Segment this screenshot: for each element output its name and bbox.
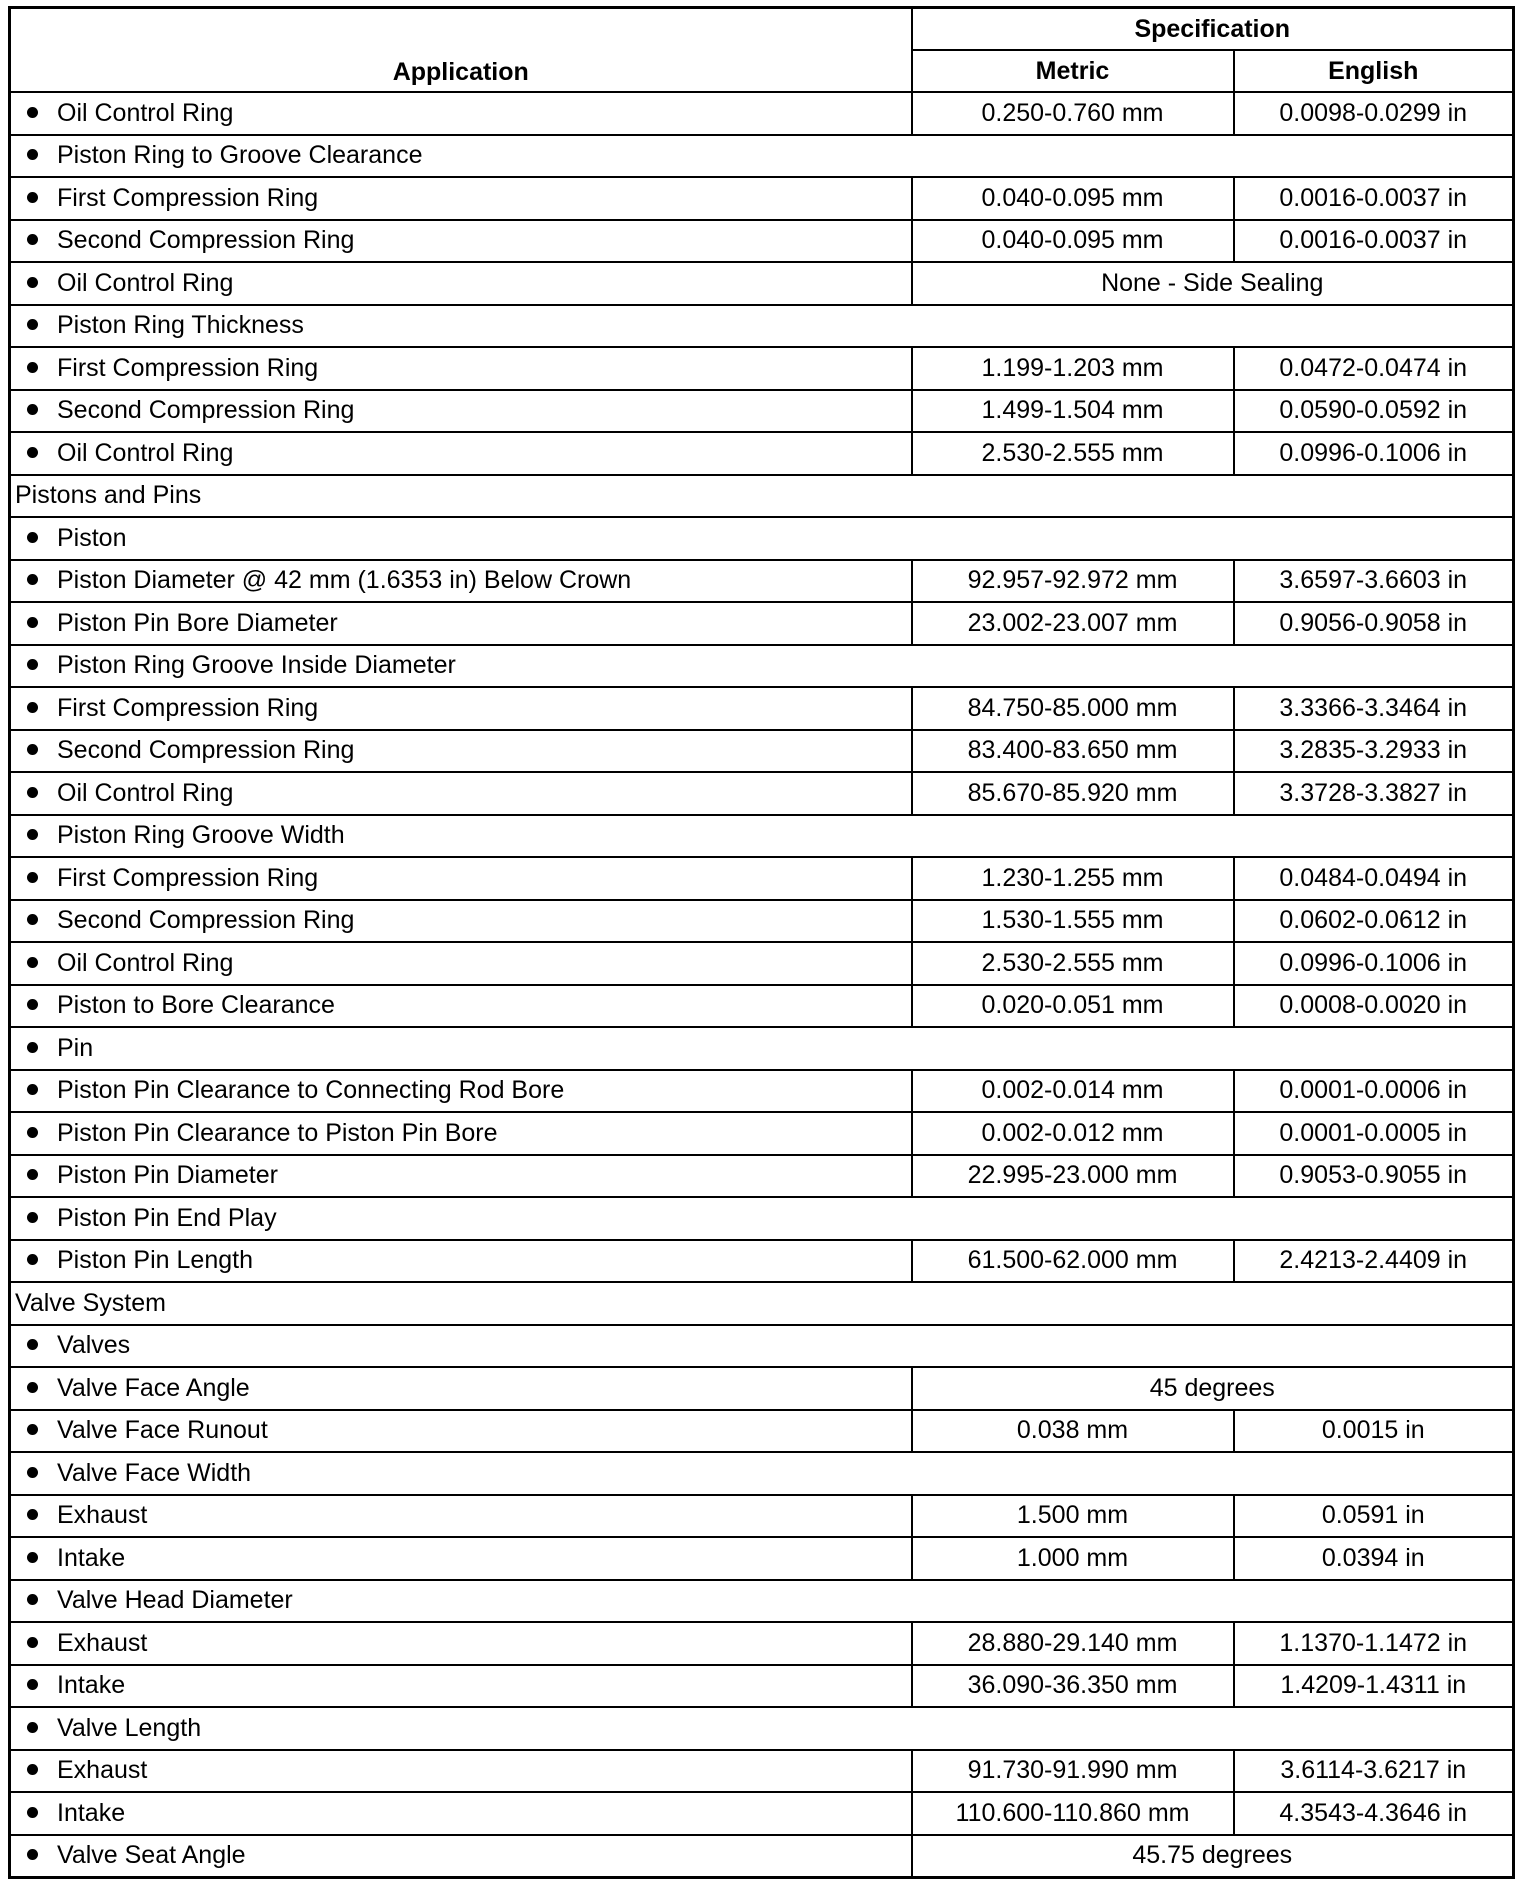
item-label: Valve Length — [57, 1713, 202, 1742]
english-value-cell: 0.0008-0.0020 in — [1234, 985, 1514, 1028]
metric-value-cell: 1.230-1.255 mm — [912, 857, 1234, 900]
table-row — [10, 645, 1514, 688]
section-label: Valve System — [15, 1288, 166, 1317]
item-label: Oil Control Ring — [57, 268, 234, 297]
table-row — [10, 687, 1514, 730]
item-label: Piston Ring Thickness — [57, 311, 304, 340]
table-row — [10, 772, 1514, 815]
bullet-icon — [27, 447, 38, 458]
metric-value-cell: 1.199-1.203 mm — [912, 347, 1234, 390]
item-label: Oil Control Ring — [57, 778, 234, 807]
metric-value-cell: 92.957-92.972 mm — [912, 560, 1234, 603]
item-label: Piston Pin Clearance to Piston Pin Bore — [57, 1118, 498, 1147]
application-cell — [10, 1410, 912, 1453]
application-cell — [10, 900, 912, 943]
application-cell — [10, 1282, 1514, 1325]
item-label: Second Compression Ring — [57, 736, 355, 765]
item-label: Oil Control Ring — [57, 98, 234, 127]
item-label: First Compression Ring — [57, 183, 319, 212]
metric-value-cell: 0.038 mm — [912, 1410, 1234, 1453]
metric-value-cell: 0.040-0.095 mm — [912, 220, 1234, 263]
application-cell — [10, 432, 912, 475]
application-cell — [10, 177, 912, 220]
bullet-icon — [27, 787, 38, 798]
bullet-icon — [27, 1169, 38, 1180]
bullet-icon — [27, 1212, 38, 1223]
bullet-icon — [27, 1807, 38, 1818]
item-label: Piston Pin Length — [57, 1246, 253, 1275]
table-header — [10, 8, 1514, 93]
section-row — [10, 1282, 1514, 1325]
metric-value-cell: 0.250-0.760 mm — [912, 92, 1234, 135]
table-row — [10, 942, 1514, 985]
table-row — [10, 1707, 1514, 1750]
table-row — [10, 1835, 1514, 1878]
application-cell — [10, 1835, 912, 1878]
english-value-cell: 0.0602-0.0612 in — [1234, 900, 1514, 943]
table-row — [10, 602, 1514, 645]
metric-value-cell: 1.530-1.555 mm — [912, 900, 1234, 943]
table-row — [10, 1452, 1514, 1495]
application-header: Application — [10, 8, 912, 93]
table-row — [10, 1580, 1514, 1623]
metric-value-cell: 61.500-62.000 mm — [912, 1240, 1234, 1283]
item-label: Pin — [57, 1033, 94, 1062]
application-cell — [10, 1707, 1514, 1750]
item-label: Piston to Bore Clearance — [57, 991, 335, 1020]
bullet-icon — [27, 702, 38, 713]
bullet-icon — [27, 1722, 38, 1733]
bullet-icon — [27, 1254, 38, 1265]
bullet-icon — [27, 574, 38, 585]
item-label: Valve Face Angle — [57, 1373, 250, 1402]
item-label: First Compression Ring — [57, 863, 319, 892]
table-row — [10, 560, 1514, 603]
application-cell — [10, 347, 912, 390]
item-label: Piston Pin Clearance to Connecting Rod Bore — [57, 1076, 565, 1105]
table-row — [10, 1070, 1514, 1113]
table-row — [10, 1750, 1514, 1793]
bullet-icon — [27, 107, 38, 118]
table-row — [10, 305, 1514, 348]
item-label: Exhaust — [57, 1501, 148, 1530]
application-cell — [10, 645, 1514, 688]
item-label: Intake — [57, 1798, 126, 1827]
application-cell — [10, 985, 912, 1028]
application-cell — [10, 560, 912, 603]
english-value-cell: 0.0484-0.0494 in — [1234, 857, 1514, 900]
bullet-icon — [27, 149, 38, 160]
english-value-cell: 0.0996-0.1006 in — [1234, 432, 1514, 475]
item-label: Intake — [57, 1543, 126, 1572]
table-row — [10, 92, 1514, 135]
item-label: Piston Ring to Groove Clearance — [57, 141, 423, 170]
english-value-cell: 0.0016-0.0037 in — [1234, 220, 1514, 263]
english-value-cell: 3.6597-3.6603 in — [1234, 560, 1514, 603]
table-row — [10, 1537, 1514, 1580]
item-label: Piston Pin Diameter — [57, 1161, 278, 1190]
bullet-icon — [27, 872, 38, 883]
bullet-icon — [27, 234, 38, 245]
table-row — [10, 815, 1514, 858]
item-label: Piston Diameter @ 42 mm (1.6353 in) Below Crown — [57, 566, 632, 595]
english-value-cell: 0.9056-0.9058 in — [1234, 602, 1514, 645]
header-row-top — [10, 8, 1514, 51]
item-label: First Compression Ring — [57, 693, 319, 722]
item-label: Valve Head Diameter — [57, 1586, 293, 1615]
bullet-icon — [27, 1679, 38, 1690]
item-label: Second Compression Ring — [57, 226, 355, 255]
application-cell — [10, 1622, 912, 1665]
bullet-icon — [27, 1042, 38, 1053]
english-value-cell: 0.0996-0.1006 in — [1234, 942, 1514, 985]
table-row — [10, 1325, 1514, 1368]
metric-value-cell: 85.670-85.920 mm — [912, 772, 1234, 815]
item-label: Exhaust — [57, 1756, 148, 1785]
metric-value-cell: 22.995-23.000 mm — [912, 1155, 1234, 1198]
table-row — [10, 730, 1514, 773]
table-body — [10, 92, 1514, 1877]
application-cell — [10, 1495, 912, 1538]
english-value-cell: 3.2835-3.2933 in — [1234, 730, 1514, 773]
application-cell — [10, 135, 1514, 178]
bullet-icon — [27, 1764, 38, 1775]
metric-value-cell: 1.499-1.504 mm — [912, 390, 1234, 433]
application-cell — [10, 687, 912, 730]
metric-value-cell: 0.040-0.095 mm — [912, 177, 1234, 220]
application-cell — [10, 1792, 912, 1835]
application-cell — [10, 730, 912, 773]
application-cell — [10, 390, 912, 433]
english-value-cell: 3.3366-3.3464 in — [1234, 687, 1514, 730]
application-cell — [10, 1750, 912, 1793]
bullet-icon — [27, 1509, 38, 1520]
item-label: First Compression Ring — [57, 353, 319, 382]
bullet-icon — [27, 532, 38, 543]
application-cell — [10, 517, 1514, 560]
bullet-icon — [27, 1127, 38, 1138]
metric-value-cell: 91.730-91.990 mm — [912, 1750, 1234, 1793]
table-row — [10, 177, 1514, 220]
metric-value-cell: 23.002-23.007 mm — [912, 602, 1234, 645]
application-cell — [10, 1665, 912, 1708]
bullet-icon — [27, 192, 38, 203]
application-cell — [10, 1325, 1514, 1368]
application-cell — [10, 1197, 1514, 1240]
table-row — [10, 900, 1514, 943]
english-value-cell: 0.0098-0.0299 in — [1234, 92, 1514, 135]
item-label: Exhaust — [57, 1628, 148, 1657]
bullet-icon — [27, 404, 38, 415]
table-row — [10, 1155, 1514, 1198]
table-row — [10, 985, 1514, 1028]
section-label: Pistons and Pins — [15, 481, 202, 510]
bullet-icon — [27, 1382, 38, 1393]
english-value-cell: 4.3543-4.3646 in — [1234, 1792, 1514, 1835]
application-cell — [10, 475, 1514, 518]
bullet-icon — [27, 999, 38, 1010]
english-value-cell: 1.1370-1.1472 in — [1234, 1622, 1514, 1665]
english-value-cell: 0.0591 in — [1234, 1495, 1514, 1538]
table-row — [10, 1240, 1514, 1283]
table-row — [10, 857, 1514, 900]
application-cell — [10, 1537, 912, 1580]
metric-value-cell: 0.002-0.012 mm — [912, 1112, 1234, 1155]
english-value-cell: 0.9053-0.9055 in — [1234, 1155, 1514, 1198]
item-label: Oil Control Ring — [57, 948, 234, 977]
application-cell — [10, 1027, 1514, 1070]
english-value-cell: 0.0394 in — [1234, 1537, 1514, 1580]
application-cell — [10, 1112, 912, 1155]
application-cell — [10, 602, 912, 645]
item-label: Second Compression Ring — [57, 396, 355, 425]
metric-value-cell: 2.530-2.555 mm — [912, 432, 1234, 475]
bullet-icon — [27, 1084, 38, 1095]
item-label: Piston Pin End Play — [57, 1203, 277, 1232]
specification-table — [8, 6, 1515, 1879]
table-row — [10, 432, 1514, 475]
application-cell — [10, 1452, 1514, 1495]
section-row — [10, 475, 1514, 518]
table-row — [10, 390, 1514, 433]
bullet-icon — [27, 1339, 38, 1350]
table-row — [10, 262, 1514, 305]
table-row — [10, 1367, 1514, 1410]
metric-value-cell: 84.750-85.000 mm — [912, 687, 1234, 730]
combined-value-cell: 45 degrees — [912, 1367, 1514, 1410]
english-header: English — [1234, 50, 1514, 92]
item-label: Piston — [57, 523, 127, 552]
item-label: Piston Pin Bore Diameter — [57, 608, 338, 637]
application-cell — [10, 1240, 912, 1283]
bullet-icon — [27, 617, 38, 628]
metric-value-cell: 36.090-36.350 mm — [912, 1665, 1234, 1708]
bullet-icon — [27, 659, 38, 670]
application-cell — [10, 220, 912, 263]
bullet-icon — [27, 829, 38, 840]
english-value-cell: 2.4213-2.4409 in — [1234, 1240, 1514, 1283]
table-row — [10, 517, 1514, 560]
application-cell — [10, 815, 1514, 858]
combined-value-cell: None - Side Sealing — [912, 262, 1514, 305]
application-cell — [10, 772, 912, 815]
metric-value-cell: 1.500 mm — [912, 1495, 1234, 1538]
bullet-icon — [27, 1424, 38, 1435]
bullet-icon — [27, 277, 38, 288]
english-value-cell: 0.0015 in — [1234, 1410, 1514, 1453]
bullet-icon — [27, 914, 38, 925]
english-value-cell: 0.0590-0.0592 in — [1234, 390, 1514, 433]
bullet-icon — [27, 1594, 38, 1605]
bullet-icon — [27, 744, 38, 755]
bullet-icon — [27, 1467, 38, 1478]
bullet-icon — [27, 1637, 38, 1648]
metric-header: Metric — [912, 50, 1234, 92]
table-row — [10, 1112, 1514, 1155]
english-value-cell: 0.0001-0.0006 in — [1234, 1070, 1514, 1113]
bullet-icon — [27, 957, 38, 968]
english-value-cell: 1.4209-1.4311 in — [1234, 1665, 1514, 1708]
application-cell — [10, 1070, 912, 1113]
bullet-icon — [27, 362, 38, 373]
item-label: Second Compression Ring — [57, 906, 355, 935]
application-cell — [10, 1580, 1514, 1623]
item-label: Valves — [57, 1331, 131, 1360]
specification-header: Specification — [912, 8, 1514, 51]
bullet-icon — [27, 319, 38, 330]
english-value-cell: 3.3728-3.3827 in — [1234, 772, 1514, 815]
application-cell — [10, 262, 912, 305]
metric-value-cell: 2.530-2.555 mm — [912, 942, 1234, 985]
metric-value-cell: 0.020-0.051 mm — [912, 985, 1234, 1028]
combined-value-cell: 45.75 degrees — [912, 1835, 1514, 1878]
english-value-cell: 3.6114-3.6217 in — [1234, 1750, 1514, 1793]
table-row — [10, 1622, 1514, 1665]
table-row — [10, 135, 1514, 178]
metric-value-cell: 0.002-0.014 mm — [912, 1070, 1234, 1113]
metric-value-cell: 1.000 mm — [912, 1537, 1234, 1580]
metric-value-cell: 83.400-83.650 mm — [912, 730, 1234, 773]
bullet-icon — [27, 1849, 38, 1860]
application-cell — [10, 92, 912, 135]
application-cell — [10, 942, 912, 985]
table-row — [10, 1197, 1514, 1240]
item-label: Oil Control Ring — [57, 438, 234, 467]
item-label: Piston Ring Groove Width — [57, 821, 345, 850]
bullet-icon — [27, 1552, 38, 1563]
item-label: Valve Face Runout — [57, 1416, 268, 1445]
table-row — [10, 1665, 1514, 1708]
table-row — [10, 1792, 1514, 1835]
application-cell — [10, 857, 912, 900]
table-row — [10, 1410, 1514, 1453]
english-value-cell: 0.0472-0.0474 in — [1234, 347, 1514, 390]
english-value-cell: 0.0016-0.0037 in — [1234, 177, 1514, 220]
metric-value-cell: 28.880-29.140 mm — [912, 1622, 1234, 1665]
english-value-cell: 0.0001-0.0005 in — [1234, 1112, 1514, 1155]
item-label: Piston Ring Groove Inside Diameter — [57, 651, 456, 680]
item-label: Intake — [57, 1671, 126, 1700]
table-row — [10, 220, 1514, 263]
metric-value-cell: 110.600-110.860 mm — [912, 1792, 1234, 1835]
table-row — [10, 347, 1514, 390]
application-cell — [10, 305, 1514, 348]
application-cell — [10, 1367, 912, 1410]
item-label: Valve Seat Angle — [57, 1841, 246, 1869]
application-cell — [10, 1155, 912, 1198]
table-row — [10, 1495, 1514, 1538]
table-row — [10, 1027, 1514, 1070]
item-label: Valve Face Width — [57, 1458, 252, 1487]
